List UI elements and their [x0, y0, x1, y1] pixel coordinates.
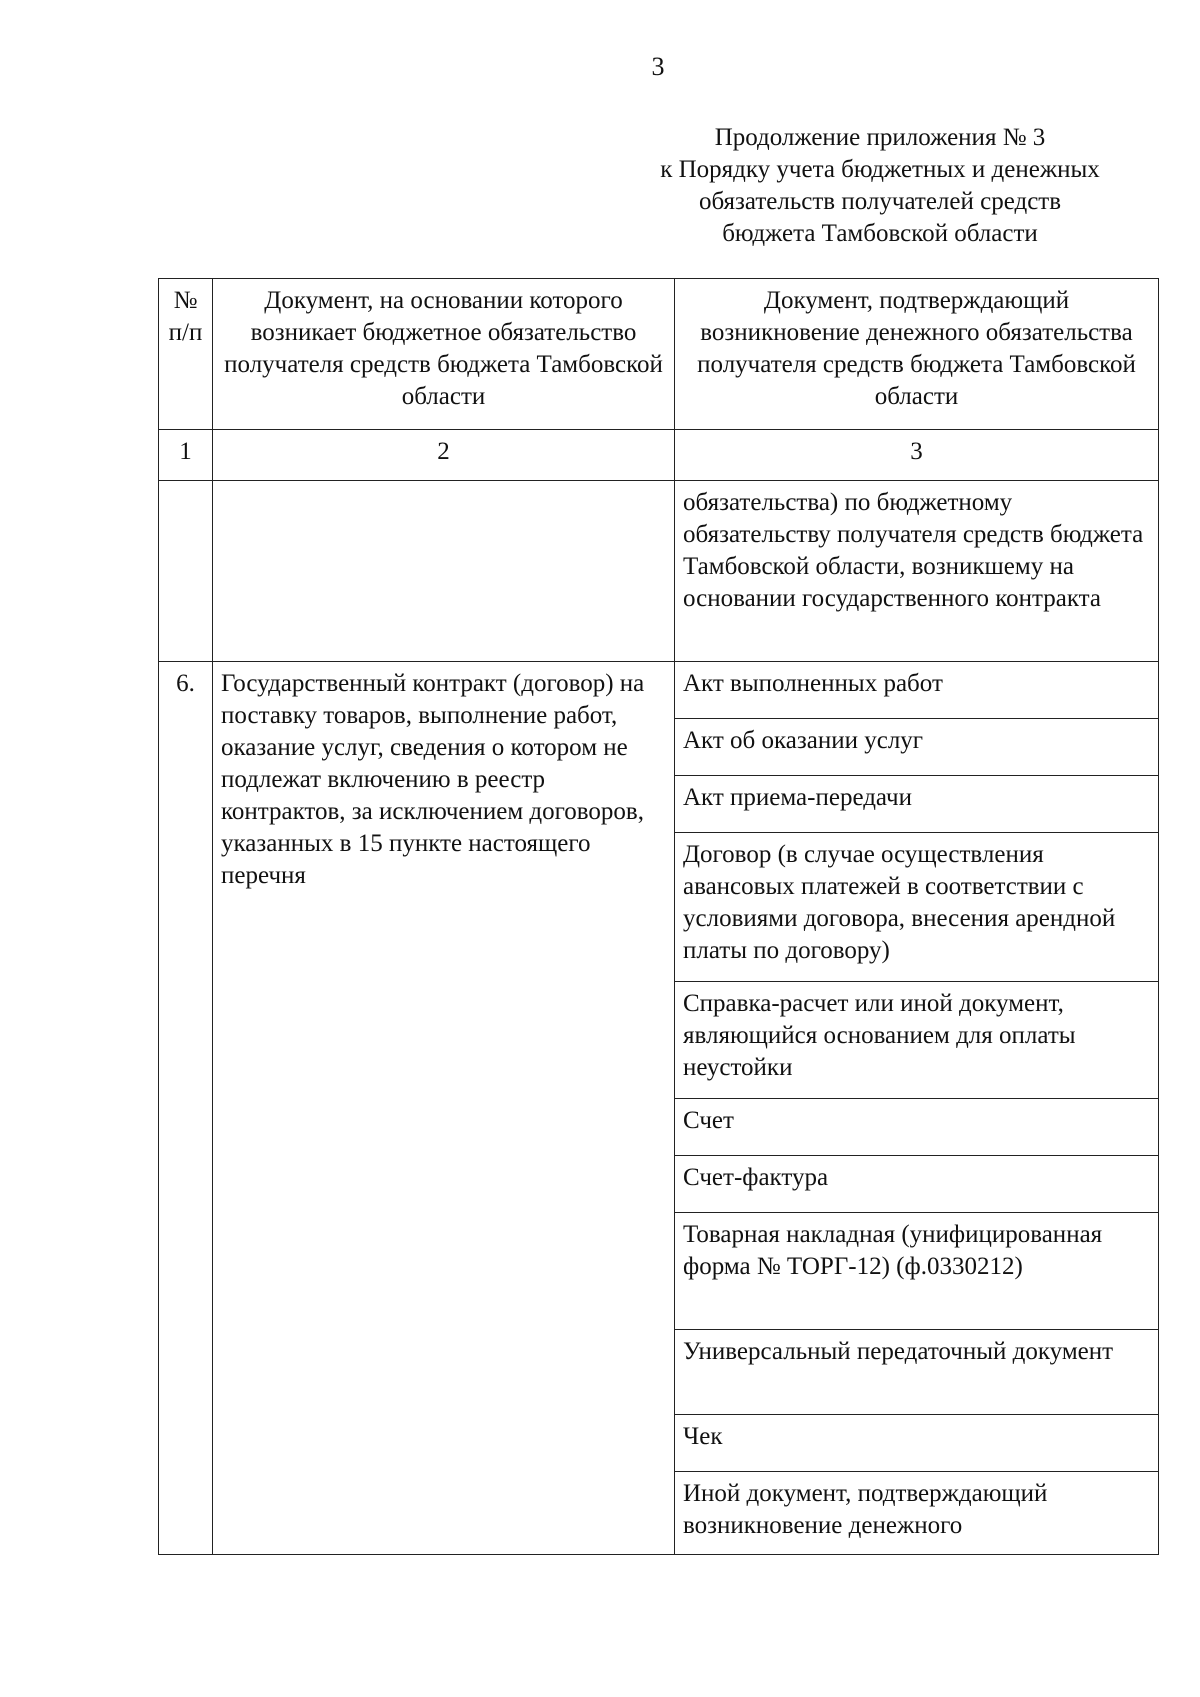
confirming-document: Товарная накладная (унифицированная форма № ТОРГ-12) (ф.0330212): [675, 1213, 1159, 1330]
column-number: 2: [213, 430, 675, 481]
confirming-document: Универсальный передаточный документ: [675, 1330, 1159, 1415]
confirming-document: Акт выполненных работ: [675, 662, 1159, 719]
confirming-document: Счет-фактура: [675, 1156, 1159, 1213]
table-row: [159, 662, 1159, 719]
header-confirming-document: Документ, подтверждающий возникновение денежного обязательства получателя средств бюджета Тамбовской области: [675, 279, 1159, 430]
row-number: 6.: [159, 662, 213, 1555]
page-number: 3: [651, 52, 665, 81]
appendix-header-line: к Порядку учета бюджетных и денежных: [660, 156, 1100, 183]
appendix-header-line: обязательств получателей средств: [698, 188, 1062, 215]
basis-document: Государственный контракт (договор) на поставку товаров, выполнение работ, оказание услуг, сведения о котором не подлежат включению в реестр контрактов, за исключением договоров, указанных в 15 пункте настоящего перечня: [213, 662, 675, 1555]
appendix-header: [600, 122, 1160, 250]
confirming-document: Договор (в случае осуществления авансовых платежей в соответствии с условиями договора, внесения арендной платы по договору): [675, 833, 1159, 982]
documents-table: [158, 278, 1159, 1555]
confirming-document: Чек: [675, 1415, 1159, 1472]
column-number: 1: [159, 430, 213, 481]
confirming-document: Счет: [675, 1099, 1159, 1156]
table-row: [159, 481, 1159, 662]
column-number: 3: [675, 430, 1159, 481]
confirming-document: Акт приема-передачи: [675, 776, 1159, 833]
appendix-header-line: Продолжение приложения № 3: [714, 124, 1046, 151]
confirming-document: Иной документ, подтверждающий возникновение денежного: [675, 1472, 1159, 1555]
header-basis-document: Документ, на основании которого возникает бюджетное обязательство получателя средств бюджета Тамбовской области: [213, 279, 675, 430]
table-header-row: [159, 279, 1159, 430]
appendix-header-line: бюджета Тамбовской области: [722, 220, 1038, 247]
column-numbers-row: [159, 430, 1159, 481]
confirming-document: обязательства) по бюджетному обязательству получателя средств бюджета Тамбовской области, возникшему на основании государственного контракта: [675, 481, 1159, 662]
basis-document: [213, 481, 675, 662]
confirming-document: Акт об оказании услуг: [675, 719, 1159, 776]
row-number: [159, 481, 213, 662]
confirming-document: Справка-расчет или иной документ, являющийся основанием для оплаты неустойки: [675, 982, 1159, 1099]
header-number: № п/п: [159, 279, 213, 430]
